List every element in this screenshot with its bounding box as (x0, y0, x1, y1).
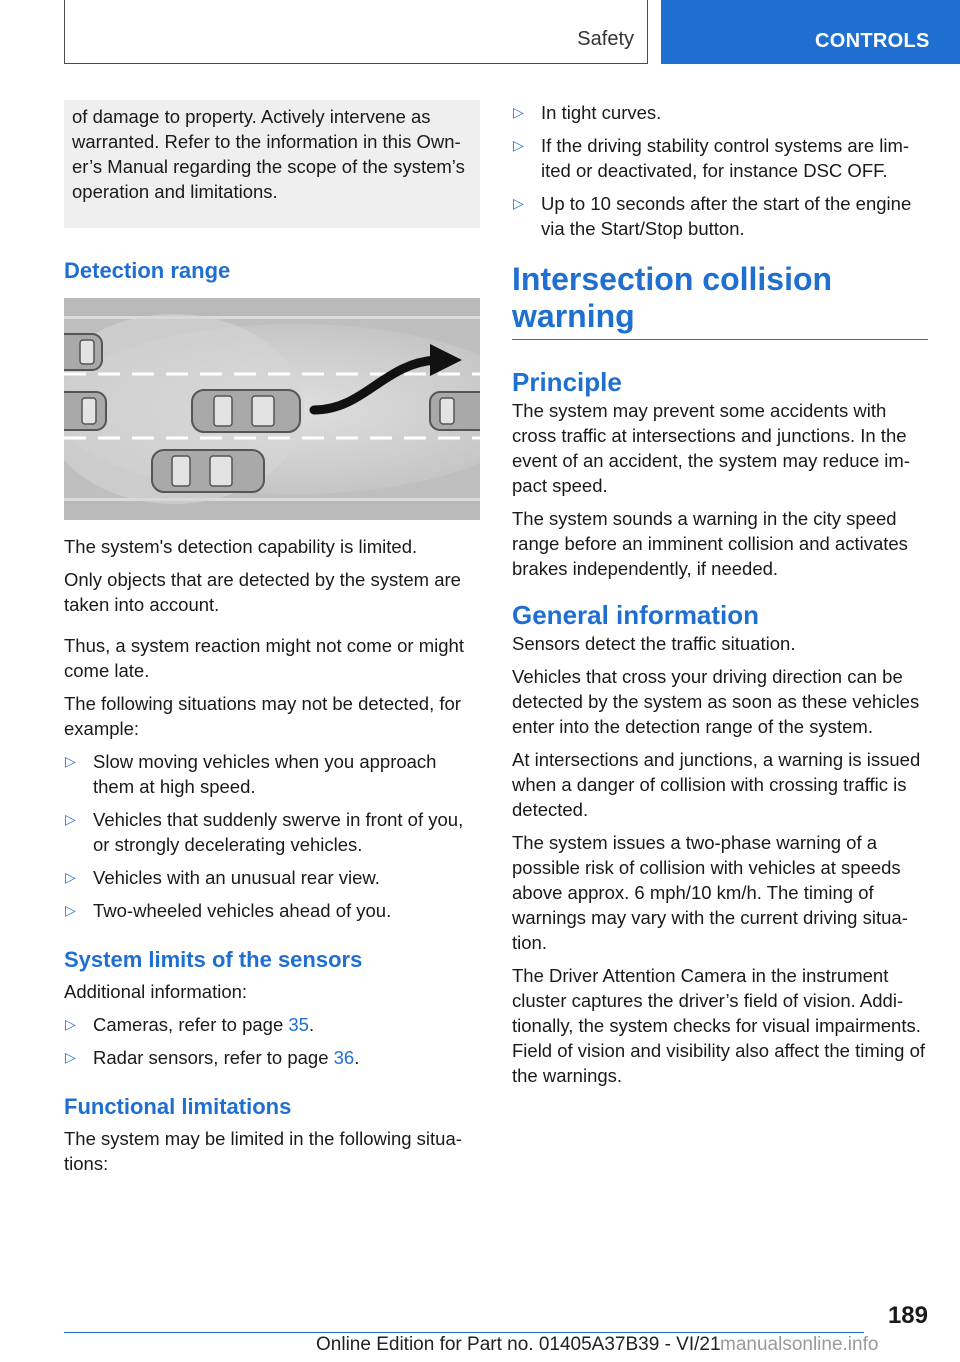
note-box (64, 100, 480, 228)
page-number: 189 (887, 1302, 928, 1329)
general-p4: The system issues a two-phase warning of a possible risk of collision with vehicles at speeds above approx. 6 mph/10 km/h. The timing of warnings may vary with the current driving situation. (512, 832, 908, 953)
general-p2: Vehicles that cross your driving direction can be detected by the system as soon as these vehicles enter into the detection range of the system. (512, 666, 920, 737)
detection-p1: The system's detection capability is limited. (64, 536, 418, 557)
edition-text: Online Edition for Part no. 01405A37B39 - VI/21 (316, 1334, 721, 1355)
list-item: ▷ Vehicles with an unusual rear view. (65, 867, 380, 888)
cameras-page-link[interactable]: 35 (288, 1014, 309, 1035)
detection-p2: Only objects that are detected by the system are taken into account. (64, 569, 461, 615)
detection-p3: Thus, a system reaction might not come or might come late. (64, 635, 464, 681)
triangle-bullet-icon: ▷ (65, 811, 76, 827)
triangle-bullet-icon: ▷ (65, 869, 76, 885)
note-text: of damage to property. Actively intervene as warranted. Refer to the information in this Owner’s Manual regarding the scope of the system’s operation and limitations. (72, 106, 465, 202)
functional-limitations-heading: Functional limitations (64, 1094, 292, 1119)
list-item: ▷ Cameras, refer to page 35. (65, 1014, 315, 1035)
principle-p1: The system may prevent some accidents with cross traffic at intersections and junctions. In the event of an accident, the system may reduce impact speed. (512, 400, 910, 496)
general-p1: Sensors detect the traffic situation. (512, 633, 796, 654)
principle-p2: The system sounds a warning in the city speed range before an imminent collision and activates brakes independently, if needed. (512, 508, 908, 579)
footer-divider (64, 1332, 864, 1333)
limitations-list (512, 100, 928, 241)
detection-p4: The following situations may not be detected, for example: (64, 693, 461, 739)
detection-range-heading: Detection range (64, 258, 231, 283)
list-item: ▷ Two-wheeled vehicles ahead of you. (65, 900, 392, 921)
sensor-references-list (64, 1012, 480, 1070)
triangle-bullet-icon: ▷ (513, 137, 524, 153)
triangle-bullet-icon: ▷ (513, 104, 524, 120)
section-title: Intersection collision warning (512, 261, 928, 340)
header-chapter-tab: CONTROLS (661, 0, 960, 64)
left-column (64, 100, 480, 1184)
header-section-title: Safety (577, 28, 634, 50)
detection-range-illustration (64, 298, 480, 520)
triangle-bullet-icon: ▷ (65, 1016, 76, 1032)
header-box (64, 0, 648, 64)
general-p5: The Driver Attention Camera in the instrument cluster captures the driver’s field of vision. Additionally, the system checks for visual impairments. Field of vision and visibility also affect the timing of the warnings. (512, 965, 926, 1086)
triangle-bullet-icon: ▷ (513, 195, 524, 211)
watermark: manualsonline.info (720, 1334, 879, 1355)
triangle-bullet-icon: ▷ (65, 753, 76, 769)
list-item: ▷ If the driving stability control systems are limited or deactivated, for instance DSC OFF. (513, 135, 910, 181)
list-item: ▷ Up to 10 seconds after the start of the engine via the Start/Stop button. (513, 193, 912, 239)
undetected-situations-list (64, 749, 480, 923)
right-column (512, 100, 928, 1096)
radar-page-link[interactable]: 36 (333, 1047, 355, 1068)
sensor-limits-heading: System limits of the sensors (64, 947, 363, 972)
sensor-limits-intro: Additional information: (64, 981, 248, 1002)
triangle-bullet-icon: ▷ (65, 1049, 76, 1065)
functional-limitations-text: The system may be limited in the following situations: (64, 1128, 462, 1174)
general-info-heading: General information (512, 600, 760, 630)
list-item: ▷ In tight curves. (513, 102, 662, 123)
list-item: ▷ Slow moving vehicles when you approach them at high speed. (65, 751, 437, 797)
general-p3: At intersections and junctions, a warning is issued when a danger of collision with crossing traffic is detected. (512, 749, 921, 820)
list-item: ▷ Vehicles that suddenly swerve in front of you, or strongly decelerating vehicles. (65, 809, 464, 855)
triangle-bullet-icon: ▷ (65, 902, 76, 918)
principle-heading: Principle (512, 367, 622, 397)
list-item: ▷ Radar sensors, refer to page 36. (65, 1047, 360, 1068)
